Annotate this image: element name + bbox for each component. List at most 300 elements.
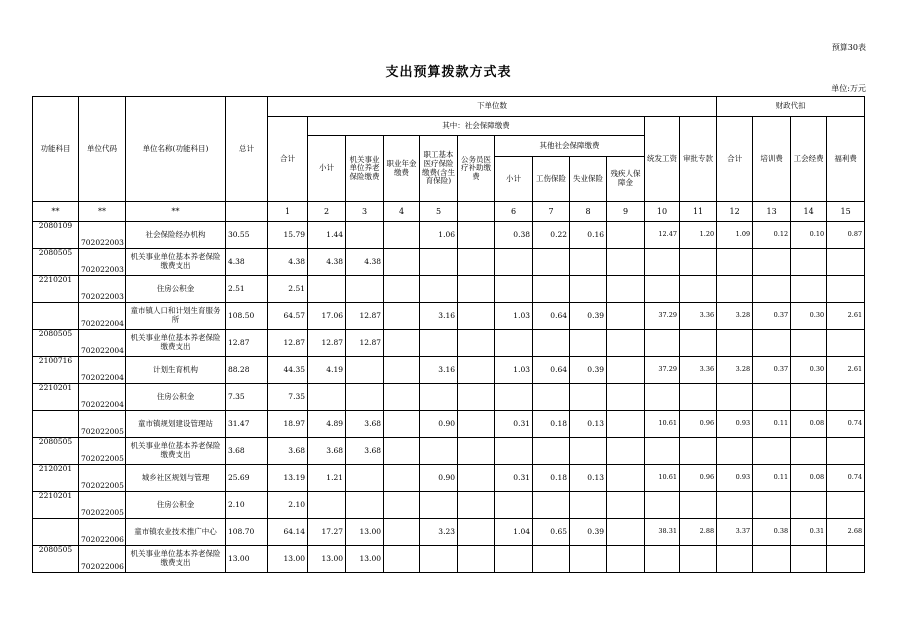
subtotal-all-cell: 13.00 bbox=[268, 546, 308, 573]
header-ss-subtotal: 小计 bbox=[308, 136, 346, 202]
union-cell: 0.10 bbox=[791, 222, 827, 249]
other-subtotal-cell: 0.31 bbox=[495, 465, 533, 492]
wages-cell: 10.61 bbox=[645, 411, 680, 438]
medical-cell bbox=[420, 492, 458, 519]
welfare-cell: 2.61 bbox=[827, 303, 865, 330]
approved-cell bbox=[680, 438, 717, 465]
medical-cell bbox=[420, 546, 458, 573]
wages-cell bbox=[645, 330, 680, 357]
approved-cell bbox=[680, 249, 717, 276]
total-cell: 4.38 bbox=[226, 249, 268, 276]
training-cell bbox=[753, 276, 791, 303]
medical-cell bbox=[420, 438, 458, 465]
header-civil-medical: 公务员医疗补助缴费 bbox=[458, 136, 495, 202]
header-other-subtotal: 小计 bbox=[495, 157, 533, 202]
header-disabled: 残疾人保障金 bbox=[607, 157, 645, 202]
total-cell: 108.70 bbox=[226, 519, 268, 546]
disabled-cell bbox=[607, 519, 645, 546]
index-cell: 4 bbox=[384, 202, 420, 222]
annuity-cell bbox=[384, 519, 420, 546]
header-unit-code: 单位代码 bbox=[79, 97, 126, 202]
ss-subtotal-cell bbox=[308, 384, 346, 411]
unit-code-cell: 702022006 bbox=[79, 519, 126, 546]
union-cell bbox=[791, 546, 827, 573]
index-cell bbox=[226, 202, 268, 222]
medical-cell bbox=[420, 249, 458, 276]
index-cell: 1 bbox=[268, 202, 308, 222]
func-code-cell: 2210201 bbox=[33, 492, 79, 519]
unit-code-cell: 702022003 bbox=[79, 222, 126, 249]
subtotal-all-cell: 3.68 bbox=[268, 438, 308, 465]
medical-cell: 1.06 bbox=[420, 222, 458, 249]
unemployment-cell bbox=[570, 492, 607, 519]
welfare-cell: 0.74 bbox=[827, 411, 865, 438]
approved-cell: 3.36 bbox=[680, 357, 717, 384]
union-cell bbox=[791, 249, 827, 276]
unit-name-cell: 机关事业单位基本养老保险缴费支出 bbox=[126, 438, 226, 465]
medical-cell bbox=[420, 330, 458, 357]
header-pension: 机关事业单位养老保险缴费 bbox=[346, 136, 384, 202]
union-cell bbox=[791, 492, 827, 519]
medical-cell: 3.16 bbox=[420, 303, 458, 330]
index-cell: 8 bbox=[570, 202, 607, 222]
unemployment-cell bbox=[570, 276, 607, 303]
medical-cell bbox=[420, 276, 458, 303]
total-cell: 30.55 bbox=[226, 222, 268, 249]
annuity-cell bbox=[384, 276, 420, 303]
unemployment-cell: 0.13 bbox=[570, 411, 607, 438]
table-row bbox=[33, 330, 865, 357]
ss-subtotal-cell: 1.44 bbox=[308, 222, 346, 249]
unit-code-cell: 702022003 bbox=[79, 249, 126, 276]
training-cell bbox=[753, 546, 791, 573]
ss-subtotal-cell: 4.89 bbox=[308, 411, 346, 438]
disabled-cell bbox=[607, 546, 645, 573]
unit-code-cell: 702022004 bbox=[79, 330, 126, 357]
approved-cell: 3.36 bbox=[680, 303, 717, 330]
disabled-cell bbox=[607, 330, 645, 357]
wages-cell: 37.29 bbox=[645, 357, 680, 384]
injury-cell bbox=[533, 546, 570, 573]
func-code-cell: 2080109 bbox=[33, 222, 79, 249]
other-subtotal-cell bbox=[495, 276, 533, 303]
pension-cell: 12.87 bbox=[346, 330, 384, 357]
header-func-code: 功能科目 bbox=[33, 97, 79, 202]
subtotal-all-cell: 2.51 bbox=[268, 276, 308, 303]
union-cell: 0.31 bbox=[791, 519, 827, 546]
unit-code-cell: 702022005 bbox=[79, 492, 126, 519]
other-subtotal-cell: 0.31 bbox=[495, 411, 533, 438]
fin-subtotal-cell bbox=[717, 546, 753, 573]
civil-medical-cell bbox=[458, 357, 495, 384]
civil-medical-cell bbox=[458, 465, 495, 492]
header-lower-unit: 下单位数 bbox=[268, 97, 717, 117]
fin-subtotal-cell bbox=[717, 492, 753, 519]
table-row bbox=[33, 303, 865, 330]
civil-medical-cell bbox=[458, 411, 495, 438]
approved-cell bbox=[680, 330, 717, 357]
table-row bbox=[33, 546, 865, 573]
header-subtotal-all: 合计 bbox=[268, 117, 308, 202]
injury-cell bbox=[533, 330, 570, 357]
unemployment-cell: 0.16 bbox=[570, 222, 607, 249]
welfare-cell bbox=[827, 276, 865, 303]
other-subtotal-cell: 1.04 bbox=[495, 519, 533, 546]
injury-cell bbox=[533, 492, 570, 519]
disabled-cell bbox=[607, 357, 645, 384]
fin-subtotal-cell: 1.09 bbox=[717, 222, 753, 249]
subtotal-all-cell: 64.14 bbox=[268, 519, 308, 546]
index-cell: 9 bbox=[607, 202, 645, 222]
training-cell bbox=[753, 330, 791, 357]
training-cell: 0.38 bbox=[753, 519, 791, 546]
approved-cell bbox=[680, 492, 717, 519]
welfare-cell bbox=[827, 384, 865, 411]
unit-code-cell: 702022004 bbox=[79, 303, 126, 330]
welfare-cell: 2.61 bbox=[827, 357, 865, 384]
other-subtotal-cell bbox=[495, 546, 533, 573]
civil-medical-cell bbox=[458, 438, 495, 465]
injury-cell: 0.64 bbox=[533, 303, 570, 330]
header-training: 培训费 bbox=[753, 117, 791, 202]
union-cell bbox=[791, 438, 827, 465]
union-cell: 0.08 bbox=[791, 465, 827, 492]
civil-medical-cell bbox=[458, 222, 495, 249]
wages-cell: 37.29 bbox=[645, 303, 680, 330]
unit-name-cell: 机关事业单位基本养老保险缴费支出 bbox=[126, 249, 226, 276]
civil-medical-cell bbox=[458, 276, 495, 303]
annuity-cell bbox=[384, 249, 420, 276]
func-code-cell: 2080505 bbox=[33, 438, 79, 465]
disabled-cell bbox=[607, 492, 645, 519]
index-row bbox=[33, 202, 865, 222]
total-cell: 3.68 bbox=[226, 438, 268, 465]
subtotal-all-cell: 12.87 bbox=[268, 330, 308, 357]
index-cell: ** bbox=[126, 202, 226, 222]
civil-medical-cell bbox=[458, 330, 495, 357]
injury-cell: 0.64 bbox=[533, 357, 570, 384]
fin-subtotal-cell: 0.93 bbox=[717, 411, 753, 438]
approved-cell: 0.96 bbox=[680, 411, 717, 438]
total-cell: 31.47 bbox=[226, 411, 268, 438]
index-cell: 13 bbox=[753, 202, 791, 222]
injury-cell bbox=[533, 249, 570, 276]
training-cell bbox=[753, 249, 791, 276]
subtotal-all-cell: 18.97 bbox=[268, 411, 308, 438]
ss-subtotal-cell: 1.21 bbox=[308, 465, 346, 492]
fin-subtotal-cell: 3.37 bbox=[717, 519, 753, 546]
approved-cell bbox=[680, 384, 717, 411]
unit-code-cell: 702022004 bbox=[79, 384, 126, 411]
pension-cell bbox=[346, 357, 384, 384]
injury-cell bbox=[533, 384, 570, 411]
unemployment-cell bbox=[570, 249, 607, 276]
table-row bbox=[33, 438, 865, 465]
index-cell: 3 bbox=[346, 202, 384, 222]
unit-name-cell: 童市镇人口和计划生育服务所 bbox=[126, 303, 226, 330]
unit-code-cell: 702022006 bbox=[79, 546, 126, 573]
medical-cell: 0.90 bbox=[420, 411, 458, 438]
training-cell: 0.37 bbox=[753, 357, 791, 384]
other-subtotal-cell bbox=[495, 249, 533, 276]
subtotal-all-cell: 4.38 bbox=[268, 249, 308, 276]
total-cell: 25.69 bbox=[226, 465, 268, 492]
unit-code-cell: 702022005 bbox=[79, 411, 126, 438]
pension-cell bbox=[346, 492, 384, 519]
table-row bbox=[33, 384, 865, 411]
pension-cell: 3.68 bbox=[346, 411, 384, 438]
disabled-cell bbox=[607, 384, 645, 411]
header-social-security: 其中：社会保障缴费 bbox=[308, 117, 645, 136]
total-cell: 2.10 bbox=[226, 492, 268, 519]
index-cell: 7 bbox=[533, 202, 570, 222]
unit-label: 单位:万元 bbox=[831, 84, 866, 93]
disabled-cell bbox=[607, 411, 645, 438]
pension-cell bbox=[346, 276, 384, 303]
header-welfare: 福利费 bbox=[827, 117, 865, 202]
unemployment-cell bbox=[570, 330, 607, 357]
func-code-cell bbox=[33, 303, 79, 330]
unit-name-cell: 机关事业单位基本养老保险缴费支出 bbox=[126, 330, 226, 357]
annuity-cell bbox=[384, 465, 420, 492]
total-cell: 108.50 bbox=[226, 303, 268, 330]
disabled-cell bbox=[607, 303, 645, 330]
pension-cell: 3.68 bbox=[346, 438, 384, 465]
header-injury: 工伤保险 bbox=[533, 157, 570, 202]
total-cell: 12.87 bbox=[226, 330, 268, 357]
total-cell: 2.51 bbox=[226, 276, 268, 303]
index-cell: 11 bbox=[680, 202, 717, 222]
ss-subtotal-cell: 4.19 bbox=[308, 357, 346, 384]
pension-cell: 13.00 bbox=[346, 546, 384, 573]
welfare-cell: 0.87 bbox=[827, 222, 865, 249]
pension-cell bbox=[346, 465, 384, 492]
annuity-cell bbox=[384, 303, 420, 330]
subtotal-all-cell: 13.19 bbox=[268, 465, 308, 492]
subtotal-all-cell: 2.10 bbox=[268, 492, 308, 519]
union-cell bbox=[791, 276, 827, 303]
medical-cell: 0.90 bbox=[420, 465, 458, 492]
index-cell: 6 bbox=[495, 202, 533, 222]
civil-medical-cell bbox=[458, 384, 495, 411]
injury-cell bbox=[533, 276, 570, 303]
injury-cell: 0.18 bbox=[533, 465, 570, 492]
injury-cell: 0.22 bbox=[533, 222, 570, 249]
ss-subtotal-cell bbox=[308, 492, 346, 519]
page-title: 支出预算拨款方式表 bbox=[385, 65, 512, 80]
other-subtotal-cell bbox=[495, 384, 533, 411]
total-cell: 88.28 bbox=[226, 357, 268, 384]
func-code-cell: 2210201 bbox=[33, 384, 79, 411]
total-cell: 13.00 bbox=[226, 546, 268, 573]
index-cell: ** bbox=[79, 202, 126, 222]
training-cell bbox=[753, 384, 791, 411]
annuity-cell bbox=[384, 222, 420, 249]
unit-code-cell: 702022005 bbox=[79, 465, 126, 492]
training-cell: 0.37 bbox=[753, 303, 791, 330]
fin-subtotal-cell: 3.28 bbox=[717, 303, 753, 330]
table-row bbox=[33, 276, 865, 303]
civil-medical-cell bbox=[458, 546, 495, 573]
fin-subtotal-cell: 3.28 bbox=[717, 357, 753, 384]
fin-subtotal-cell bbox=[717, 438, 753, 465]
ss-subtotal-cell: 13.00 bbox=[308, 546, 346, 573]
training-cell bbox=[753, 438, 791, 465]
wages-cell bbox=[645, 546, 680, 573]
welfare-cell: 2.68 bbox=[827, 519, 865, 546]
header-total: 总计 bbox=[226, 97, 268, 202]
ss-subtotal-cell: 4.38 bbox=[308, 249, 346, 276]
training-cell: 0.12 bbox=[753, 222, 791, 249]
table-row bbox=[33, 465, 865, 492]
approved-cell: 2.88 bbox=[680, 519, 717, 546]
table-number: 预算30表 bbox=[831, 43, 866, 52]
training-cell: 0.11 bbox=[753, 465, 791, 492]
header-approved: 审批专款 bbox=[680, 117, 717, 202]
fin-subtotal-cell bbox=[717, 276, 753, 303]
header-wages: 统发工资 bbox=[645, 117, 680, 202]
wages-cell: 38.31 bbox=[645, 519, 680, 546]
wages-cell bbox=[645, 492, 680, 519]
subtotal-all-cell: 15.79 bbox=[268, 222, 308, 249]
unit-code-cell: 702022003 bbox=[79, 276, 126, 303]
annuity-cell bbox=[384, 546, 420, 573]
injury-cell bbox=[533, 438, 570, 465]
subtotal-all-cell: 44.35 bbox=[268, 357, 308, 384]
wages-cell: 10.61 bbox=[645, 465, 680, 492]
fin-subtotal-cell bbox=[717, 330, 753, 357]
index-cell: 12 bbox=[717, 202, 753, 222]
welfare-cell bbox=[827, 438, 865, 465]
total-cell: 7.35 bbox=[226, 384, 268, 411]
wages-cell bbox=[645, 384, 680, 411]
func-code-cell: 2080505 bbox=[33, 249, 79, 276]
unit-name-cell: 机关事业单位基本养老保险缴费支出 bbox=[126, 546, 226, 573]
welfare-cell bbox=[827, 330, 865, 357]
func-code-cell: 2080505 bbox=[33, 330, 79, 357]
disabled-cell bbox=[607, 222, 645, 249]
training-cell bbox=[753, 492, 791, 519]
header-finance: 财政代扣 bbox=[717, 97, 865, 117]
annuity-cell bbox=[384, 330, 420, 357]
civil-medical-cell bbox=[458, 249, 495, 276]
unit-code-cell: 702022005 bbox=[79, 438, 126, 465]
union-cell: 0.30 bbox=[791, 357, 827, 384]
fin-subtotal-cell bbox=[717, 384, 753, 411]
fin-subtotal-cell bbox=[717, 249, 753, 276]
ss-subtotal-cell: 3.68 bbox=[308, 438, 346, 465]
civil-medical-cell bbox=[458, 303, 495, 330]
unit-name-cell: 住房公积金 bbox=[126, 384, 226, 411]
approved-cell: 0.96 bbox=[680, 465, 717, 492]
unemployment-cell bbox=[570, 438, 607, 465]
wages-cell bbox=[645, 249, 680, 276]
ss-subtotal-cell bbox=[308, 276, 346, 303]
func-code-cell: 2210201 bbox=[33, 276, 79, 303]
medical-cell: 3.16 bbox=[420, 357, 458, 384]
index-cell bbox=[458, 202, 495, 222]
welfare-cell bbox=[827, 492, 865, 519]
header-medical: 职工基本医疗保险缴费(含生育保险) bbox=[420, 136, 458, 202]
unit-name-cell: 计划生育机构 bbox=[126, 357, 226, 384]
wages-cell: 12.47 bbox=[645, 222, 680, 249]
func-code-cell bbox=[33, 519, 79, 546]
approved-cell bbox=[680, 276, 717, 303]
ss-subtotal-cell: 17.27 bbox=[308, 519, 346, 546]
header-union: 工会经费 bbox=[791, 117, 827, 202]
func-code-cell bbox=[33, 411, 79, 438]
injury-cell: 0.18 bbox=[533, 411, 570, 438]
unit-name-cell: 住房公积金 bbox=[126, 276, 226, 303]
table-row bbox=[33, 357, 865, 384]
pension-cell: 13.00 bbox=[346, 519, 384, 546]
func-code-cell: 2100716 bbox=[33, 357, 79, 384]
annuity-cell bbox=[384, 384, 420, 411]
table-row bbox=[33, 222, 865, 249]
disabled-cell bbox=[607, 249, 645, 276]
subtotal-all-cell: 7.35 bbox=[268, 384, 308, 411]
unit-name-cell: 住房公积金 bbox=[126, 492, 226, 519]
unemployment-cell bbox=[570, 546, 607, 573]
pension-cell bbox=[346, 384, 384, 411]
disabled-cell bbox=[607, 438, 645, 465]
injury-cell: 0.65 bbox=[533, 519, 570, 546]
annuity-cell bbox=[384, 357, 420, 384]
unit-name-cell: 童市镇规划建设管理站 bbox=[126, 411, 226, 438]
unemployment-cell: 0.13 bbox=[570, 465, 607, 492]
training-cell: 0.11 bbox=[753, 411, 791, 438]
wages-cell bbox=[645, 276, 680, 303]
union-cell: 0.30 bbox=[791, 303, 827, 330]
budget-table bbox=[32, 96, 865, 573]
unemployment-cell: 0.39 bbox=[570, 519, 607, 546]
other-subtotal-cell bbox=[495, 330, 533, 357]
subtotal-all-cell: 64.57 bbox=[268, 303, 308, 330]
union-cell bbox=[791, 384, 827, 411]
pension-cell bbox=[346, 222, 384, 249]
other-subtotal-cell: 1.03 bbox=[495, 303, 533, 330]
unemployment-cell: 0.39 bbox=[570, 303, 607, 330]
welfare-cell: 0.74 bbox=[827, 465, 865, 492]
union-cell: 0.08 bbox=[791, 411, 827, 438]
header-unemployment: 失业保险 bbox=[570, 157, 607, 202]
medical-cell bbox=[420, 384, 458, 411]
header-unit-name: 单位名称(功能科目) bbox=[126, 97, 226, 202]
pension-cell: 4.38 bbox=[346, 249, 384, 276]
unemployment-cell bbox=[570, 384, 607, 411]
ss-subtotal-cell: 17.06 bbox=[308, 303, 346, 330]
ss-subtotal-cell: 12.87 bbox=[308, 330, 346, 357]
func-code-cell: 2080505 bbox=[33, 546, 79, 573]
unit-name-cell: 童市镇农业技术推广中心 bbox=[126, 519, 226, 546]
unit-name-cell: 城乡社区规划与管理 bbox=[126, 465, 226, 492]
other-subtotal-cell bbox=[495, 438, 533, 465]
header-other-ss: 其他社会保障缴费 bbox=[495, 136, 645, 157]
index-cell: 10 bbox=[645, 202, 680, 222]
annuity-cell bbox=[384, 492, 420, 519]
welfare-cell bbox=[827, 546, 865, 573]
union-cell bbox=[791, 330, 827, 357]
civil-medical-cell bbox=[458, 492, 495, 519]
wages-cell bbox=[645, 438, 680, 465]
fin-subtotal-cell: 0.93 bbox=[717, 465, 753, 492]
other-subtotal-cell: 0.38 bbox=[495, 222, 533, 249]
disabled-cell bbox=[607, 465, 645, 492]
annuity-cell bbox=[384, 438, 420, 465]
unit-code-cell: 702022004 bbox=[79, 357, 126, 384]
table-row bbox=[33, 492, 865, 519]
index-cell: 5 bbox=[420, 202, 458, 222]
